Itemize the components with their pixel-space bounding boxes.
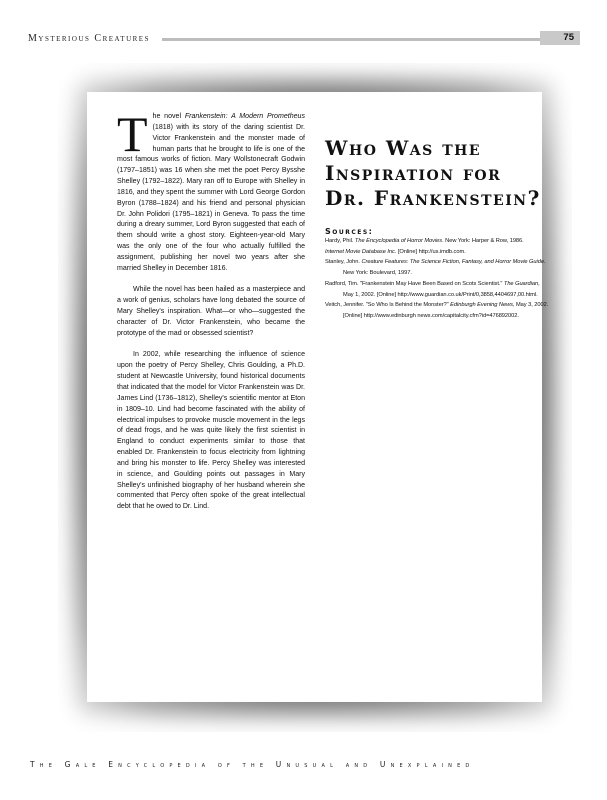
source-post: . New York: Harper & Row, 1986. [442,238,524,244]
p1-text: (1818) with its story of the daring scientist Dr. Victor Frankenstein and the monster made of human parts that he brought to life is one of the most famous works of fiction. Mary Wollstonecraft Godwin (1797–1851) was 16 when she met the poet Percy Bysshe Shelley (1792–1822). Mary ran off to Europe with Shelley in 1816, and they spent the summer with Lord George Gordon Byron (1788–1824) and his friend and personal physician Dr. John Polidori (1795–1821) in Geneva. To pass the time during a dreary summer, Lord Byron suggested that each of them should write a ghost story. Eighteen-year-old Mary was the only one of the four who actually fulfilled the assignment, publishing her novel two years after she married Shelley in December 1816. [117,123,305,272]
sidebar [325,136,550,322]
sources-list [325,236,550,322]
paragraph-3: In 2002, while researching the influence of science upon the poetry of Percy Shelley, Chris Goulding, a Ph.D. student at Newcastle University, found historical documents that indicated that the model for Victor Frankenstein was Dr. James Lind (1736–1812), Shelley's scientific mentor at Eton in 1809–10. Lind had become fascinated with the ability of electrical impulses to provoke muscle movement in the legs of dead frogs, and he was quite likely the first scientist in England to conduct experiments similar to those that enabled Dr. Frankenstein to focus electricity from lightning and bring his monster to life. Percy Shelley was interested in science, and Goulding points out passages in Mary Shelley's unfinished biography of her husband wherein she commented that Percy often spoke of the great intellectual debt that he owed to Dr. Lind. [117,351,305,511]
source-pre: Hardy, Phil. [325,238,355,244]
p1-lead: he novel [152,113,185,120]
source-title: Internet Movie Database Inc. [325,248,397,255]
title-line-1: Who Was the [325,136,482,160]
source-title: Edinburgh Evening News [450,302,513,309]
source-entry [325,247,550,258]
source-entry [325,257,550,278]
sources-heading: Sources: [325,227,374,236]
drop-cap: T [117,106,148,162]
source-title: The Guardian [503,280,539,287]
article-body [117,106,305,513]
source-post: , May 1, 2002. [Online] http://www.guardian.co.uk/Print/0,3858,4404697,00.html. [343,280,540,298]
source-post: . New York: Boulevard, 1997. [343,259,546,277]
source-pre: Radford, Tim. "Frankenstein May Have Been Based on Scots Scientist." [325,280,504,287]
header-rule [162,38,540,41]
source-title: The Encyclopedia of Horror Movies [354,238,443,244]
sidebar-title [325,136,550,211]
page-number: 75 [540,31,580,45]
source-entry [325,300,550,321]
source-pre: Stanley, John. [325,259,362,266]
paragraph-2: While the novel has been hailed as a masterpiece and a work of genius, scholars have long debated the source of Mary Shelley's inspiration. What—or who—suggested the character of Dr. Victor Frankenstein, who became the prototype of the mad or obsessed scientist? [117,286,305,337]
p1-work-title: Frankenstein: A Modern Prometheus [184,113,305,120]
source-post: [Online] http://us.imdb.com. [396,248,466,255]
title-line-3: Dr. Frankenstein? [325,186,541,210]
footer-title: The Gale Encyclopedia of the Unusual and Unexplained [30,760,475,769]
running-header [28,33,580,47]
source-post: , May 3, 2002. [Online] http://www.edinburgh news.com/capitalcity.cfm?id=476892002. [343,302,549,319]
source-entry [325,279,550,300]
paragraph-1 [117,106,305,275]
source-pre: Veitch, Jennifer. "So Who Is Behind the Monster?" [325,302,451,309]
running-header-title: Mysterious Creatures [28,33,150,44]
title-line-2: Inspiration for [325,161,502,185]
source-entry [325,236,550,247]
source-title: Creature Features: The Science Fiction, Fantasy, and Horror Movie Guide [361,259,544,266]
